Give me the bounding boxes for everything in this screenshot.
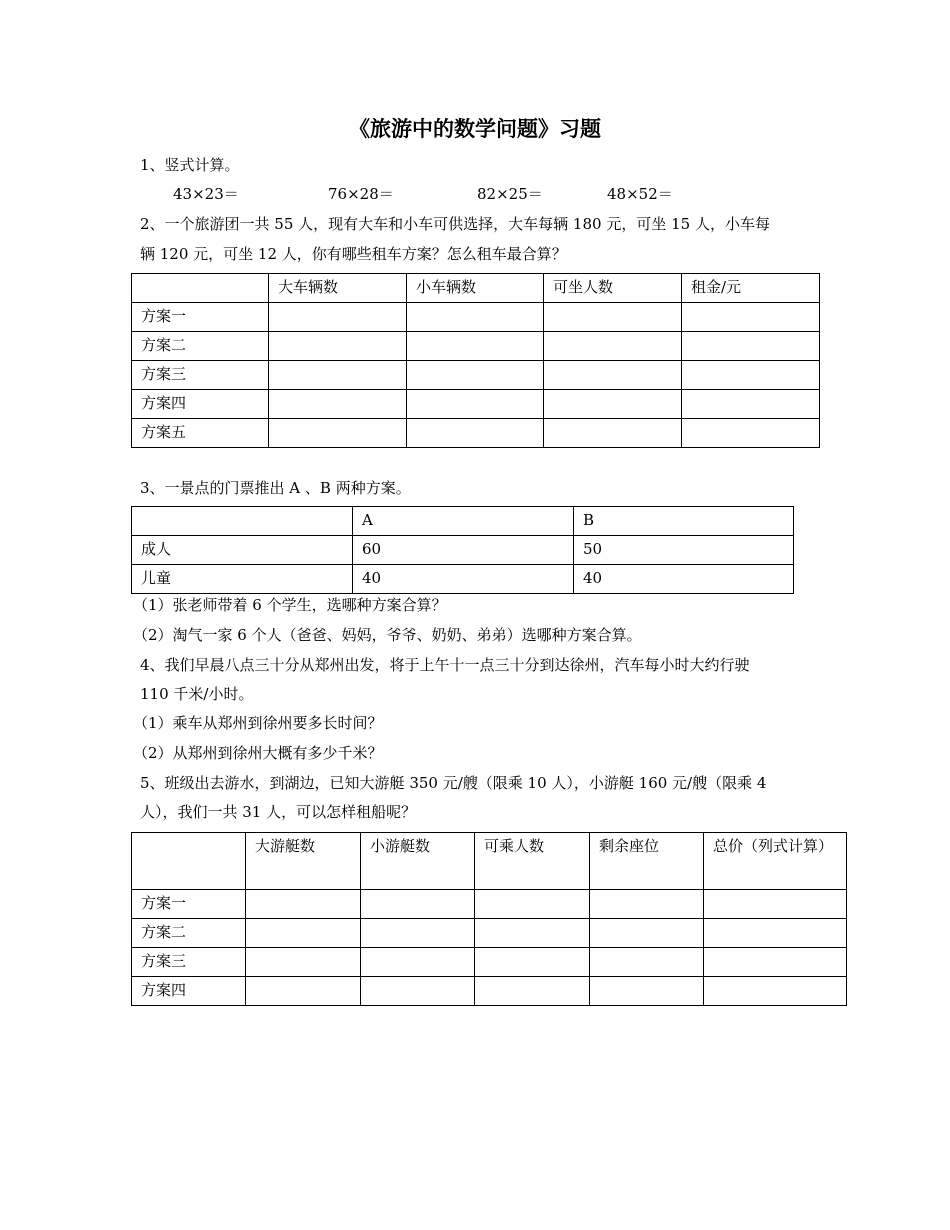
q1-item: 76×28＝ xyxy=(328,185,394,203)
row-label: 方案五 xyxy=(132,419,269,448)
table-row xyxy=(132,919,847,948)
row-label: 方案一 xyxy=(132,890,246,919)
table-row xyxy=(132,303,820,332)
answer-cell[interactable] xyxy=(407,390,544,419)
table-row xyxy=(132,977,847,1006)
table-header-row xyxy=(132,274,820,303)
answer-cell[interactable] xyxy=(269,303,407,332)
q3-sub2: （2）淘气一家 6 个人（爸爸、妈妈，爷爷、奶奶、弟弟）选哪种方案合算。 xyxy=(133,626,642,644)
answer-cell[interactable] xyxy=(407,332,544,361)
answer-cell[interactable] xyxy=(682,332,820,361)
answer-cell[interactable] xyxy=(407,303,544,332)
answer-cell[interactable] xyxy=(475,948,590,977)
table-header-cell: 租金/元 xyxy=(682,274,820,303)
answer-cell[interactable] xyxy=(246,977,361,1006)
answer-cell[interactable] xyxy=(704,948,847,977)
q4-line2: 110 千米/小时。 xyxy=(140,685,254,703)
answer-cell[interactable] xyxy=(407,419,544,448)
answer-cell[interactable] xyxy=(704,919,847,948)
row-label: 方案二 xyxy=(132,332,269,361)
answer-cell[interactable] xyxy=(269,332,407,361)
answer-cell[interactable] xyxy=(590,977,704,1006)
price-cell: 40 xyxy=(574,565,794,594)
q1-item: 43×23＝ xyxy=(173,185,239,203)
table-header-cell xyxy=(132,507,353,536)
answer-cell[interactable] xyxy=(246,890,361,919)
q1-item: 82×25＝ xyxy=(477,185,543,203)
answer-cell[interactable] xyxy=(407,361,544,390)
q2-line1: 2、一个旅游团一共 55 人，现有大车和小车可供选择，大车每辆 180 元，可坐 15 人，小车每 xyxy=(140,215,770,233)
row-label: 方案三 xyxy=(132,361,269,390)
answer-cell[interactable] xyxy=(682,390,820,419)
table-header-row xyxy=(132,833,847,890)
price-cell: 40 xyxy=(353,565,574,594)
answer-cell[interactable] xyxy=(544,303,682,332)
answer-cell[interactable] xyxy=(269,419,407,448)
table-row xyxy=(132,948,847,977)
table-header-cell xyxy=(132,274,269,303)
table-header-cell: A xyxy=(353,507,574,536)
table-header-cell: B xyxy=(574,507,794,536)
ticket-price-table xyxy=(131,506,794,594)
row-label: 儿童 xyxy=(132,565,353,594)
row-label: 方案一 xyxy=(132,303,269,332)
answer-cell[interactable] xyxy=(590,948,704,977)
q2-line2: 辆 120 元，可坐 12 人，你有哪些租车方案？怎么租车最合算？ xyxy=(140,245,567,263)
answer-cell[interactable] xyxy=(682,303,820,332)
answer-cell[interactable] xyxy=(269,361,407,390)
boat-rental-table xyxy=(131,832,847,1006)
q1-text: 1、竖式计算。 xyxy=(140,156,240,174)
table-header-cell: 大车辆数 xyxy=(269,274,407,303)
table-row xyxy=(132,419,820,448)
answer-cell[interactable] xyxy=(682,361,820,390)
answer-cell[interactable] xyxy=(246,919,361,948)
table-header-cell xyxy=(132,833,246,890)
answer-cell[interactable] xyxy=(361,977,475,1006)
table-header-row xyxy=(132,507,794,536)
table-header-cell: 剩余座位 xyxy=(590,833,704,890)
page-title: 《旅游中的数学问题》习题 xyxy=(349,117,601,141)
table-header-cell: 小游艇数 xyxy=(361,833,475,890)
answer-cell[interactable] xyxy=(544,332,682,361)
answer-cell[interactable] xyxy=(682,419,820,448)
answer-cell[interactable] xyxy=(361,890,475,919)
table-row xyxy=(132,332,820,361)
q5-line1: 5、班级出去游水，到湖边，已知大游艇 350 元/艘（限乘 10 人），小游艇 160 元/艘（限乘 4 xyxy=(140,774,767,792)
answer-cell[interactable] xyxy=(269,390,407,419)
price-cell: 60 xyxy=(353,536,574,565)
table-row xyxy=(132,390,820,419)
answer-cell[interactable] xyxy=(475,890,590,919)
table-header-cell: 可坐人数 xyxy=(544,274,682,303)
answer-cell[interactable] xyxy=(544,419,682,448)
q3-text: 3、一景点的门票推出 A 、B 两种方案。 xyxy=(140,479,411,497)
table-header-cell: 小车辆数 xyxy=(407,274,544,303)
answer-cell[interactable] xyxy=(361,948,475,977)
q5-line2: 人），我们一共 31 人，可以怎样租船呢？ xyxy=(140,803,417,821)
row-label: 方案四 xyxy=(132,390,269,419)
rental-plan-table xyxy=(131,273,820,448)
q1-item: 48×52＝ xyxy=(607,185,673,203)
table-header-cell: 总价（列式计算） xyxy=(704,833,847,890)
answer-cell[interactable] xyxy=(361,919,475,948)
answer-cell[interactable] xyxy=(590,919,704,948)
answer-cell[interactable] xyxy=(544,361,682,390)
table-header-cell: 大游艇数 xyxy=(246,833,361,890)
table-row xyxy=(132,536,794,565)
q3-sub1: （1）张老师带着 6 个学生，选哪种方案合算？ xyxy=(133,596,447,614)
row-label: 方案二 xyxy=(132,919,246,948)
answer-cell[interactable] xyxy=(475,977,590,1006)
q4-sub2: （2）从郑州到徐州大概有多少千米？ xyxy=(133,744,383,762)
table-header-cell: 可乘人数 xyxy=(475,833,590,890)
answer-cell[interactable] xyxy=(475,919,590,948)
answer-cell[interactable] xyxy=(704,890,847,919)
row-label: 方案三 xyxy=(132,948,246,977)
table-row xyxy=(132,565,794,594)
answer-cell[interactable] xyxy=(590,890,704,919)
table-row xyxy=(132,890,847,919)
row-label: 方案四 xyxy=(132,977,246,1006)
answer-cell[interactable] xyxy=(704,977,847,1006)
price-cell: 50 xyxy=(574,536,794,565)
row-label: 成人 xyxy=(132,536,353,565)
answer-cell[interactable] xyxy=(544,390,682,419)
q4-sub1: （1）乘车从郑州到徐州要多长时间？ xyxy=(133,714,383,732)
q4-line1: 4、我们早晨八点三十分从郑州出发，将于上午十一点三十分到达徐州，汽车每小时大约行驶 xyxy=(140,656,750,674)
answer-cell[interactable] xyxy=(246,948,361,977)
table-row xyxy=(132,361,820,390)
